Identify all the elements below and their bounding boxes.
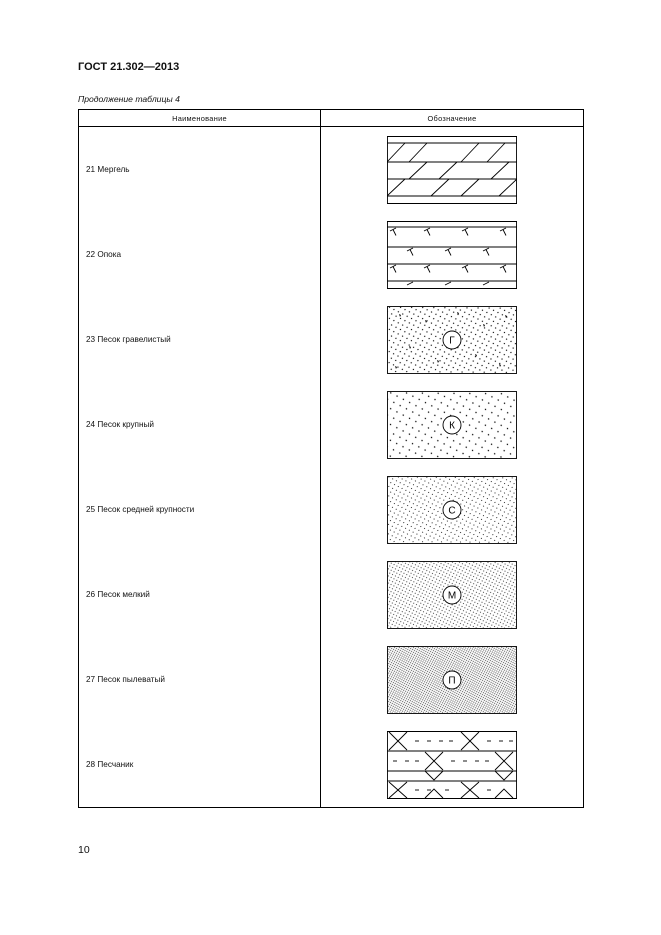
symbol-cell [321, 722, 584, 808]
row-label: 28 Песчаник [79, 722, 321, 808]
row-label: 23 Песок гравелистый [79, 297, 321, 382]
table-row [79, 127, 584, 213]
table-caption: Продолжение таблицы 4 [78, 94, 180, 104]
symbol-cell [321, 467, 584, 552]
row-label: 25 Песок средней крупности [79, 467, 321, 552]
page-number: 10 [78, 844, 90, 856]
sand-silty-symbol [387, 646, 517, 714]
symbol-cell [321, 127, 584, 213]
table-row [79, 212, 584, 297]
symbol-letter: К [449, 420, 455, 431]
table-row [79, 467, 584, 552]
row-label: 27 Песок пылеватый [79, 637, 321, 722]
table-header-row [79, 110, 584, 127]
row-label: 22 Опока [79, 212, 321, 297]
column-header-symbol: Обозначение [321, 110, 584, 127]
symbol-letter: Г [449, 335, 455, 346]
symbol-cell [321, 212, 584, 297]
sand-medium-symbol [387, 476, 517, 544]
sand-fine-symbol [387, 561, 517, 629]
table-row [79, 382, 584, 467]
symbol-letter: М [447, 590, 457, 601]
table-row [79, 637, 584, 722]
marl-hatch-symbol [387, 136, 517, 204]
sandstone-symbol [387, 731, 517, 799]
row-label: 21 Мергель [79, 127, 321, 213]
legend-table [78, 109, 584, 808]
table-row [79, 297, 584, 382]
row-label: 24 Песок крупный [79, 382, 321, 467]
sand-gravel-symbol [387, 306, 517, 374]
symbol-cell [321, 637, 584, 722]
column-header-name: Наименование [79, 110, 321, 127]
symbol-letter: П [448, 675, 456, 686]
table-row [79, 552, 584, 637]
symbol-cell [321, 552, 584, 637]
document-standard-title: ГОСТ 21.302—2013 [78, 61, 180, 73]
row-label: 26 Песок мелкий [79, 552, 321, 637]
opoka-tick-symbol [387, 221, 517, 289]
symbol-cell [321, 382, 584, 467]
sand-coarse-symbol [387, 391, 517, 459]
table-row [79, 722, 584, 808]
symbol-cell [321, 297, 584, 382]
symbol-letter: С [448, 505, 456, 516]
